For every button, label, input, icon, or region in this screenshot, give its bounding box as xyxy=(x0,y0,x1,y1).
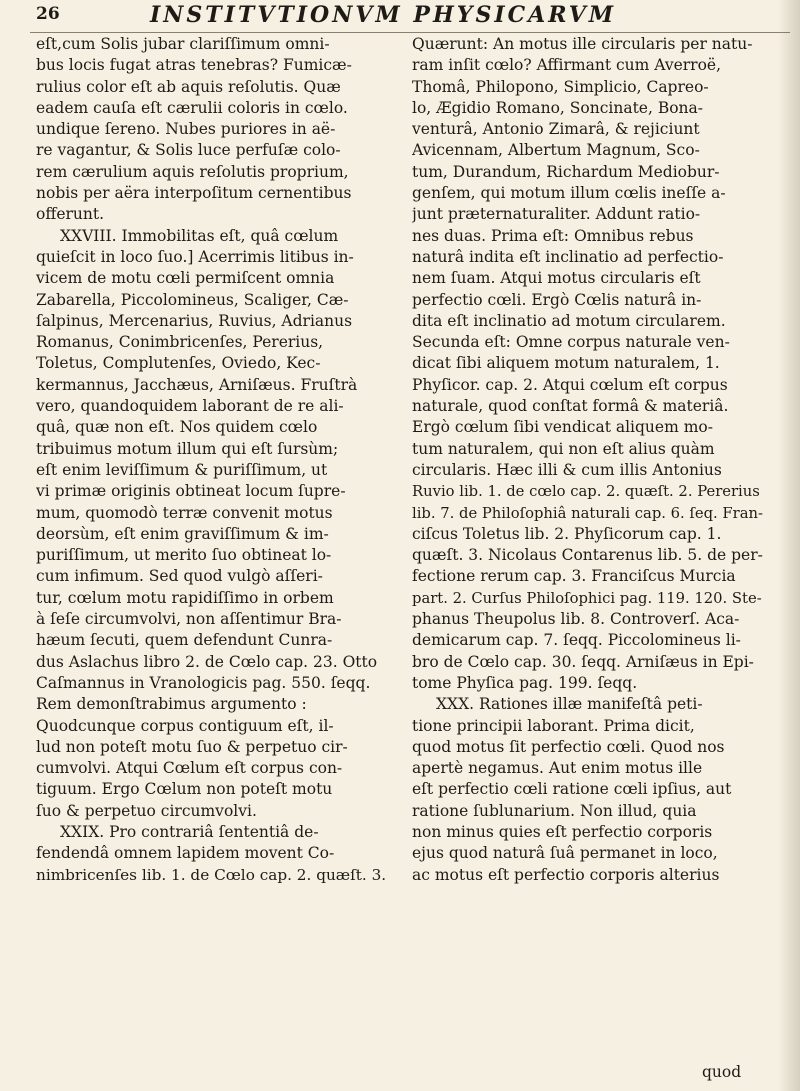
text-line: XXVIII. Immobilitas eſt, quâ cœlum xyxy=(60,226,339,245)
text-line: Ergò cœlum ſibi vendicat aliquem mo- xyxy=(412,418,713,437)
text-line: tum, Durandum, Richardum Mediobur- xyxy=(412,162,720,181)
text-line: phanus Theupolus lib. 8. Controverſ. Aca- xyxy=(412,610,740,629)
text-line: lib. 7. de Philoſophiâ naturali cap. 6. ſeq. Fran- xyxy=(412,504,763,522)
text-line: bro de Cœlo cap. 30. ſeqq. Arniſæus in Epi- xyxy=(412,652,754,671)
text-line: ſalpinus, Mercenarius, Ruvius, Adrianus xyxy=(36,311,353,330)
text-line: Romanus, Conimbricenſes, Pererius, xyxy=(36,333,324,352)
text-line: tur, cœlum motu rapidiſſimo in orbem xyxy=(36,588,334,607)
right-text-column xyxy=(412,34,764,886)
text-line: deorsùm, eſt enim graviſſimum & im- xyxy=(36,524,329,543)
header-rule xyxy=(30,32,790,33)
text-line: ratione ſublunarium. Non illud, quia xyxy=(412,801,697,820)
text-line: vi primæ originis obtineat locum ſupre- xyxy=(36,482,346,501)
text-line: nes duas. Prima eſt: Omnibus rebus xyxy=(412,226,694,245)
text-line: dita eſt inclinatio ad motum circularem. xyxy=(412,311,726,330)
text-line: eſt enim leviſſimum & puriſſimum, ut xyxy=(36,460,328,479)
text-line: circularis. Hæc illi & cum illis Antonius xyxy=(412,460,722,479)
text-line: XXX. Rationes illæ manifeſtâ peti- xyxy=(436,695,703,714)
text-line: naturâ indita eſt inclinatio ad perfectio- xyxy=(412,247,724,266)
text-line: rem cærulium aquis reſolutis proprium, xyxy=(36,162,349,181)
text-line: junt præternaturaliter. Addunt ratio- xyxy=(412,205,701,224)
text-line: puriſſimum, ut merito ſuo obtineat lo- xyxy=(36,546,332,565)
text-line: Quodcunque corpus contiguum eſt, il- xyxy=(36,716,334,735)
text-line: cumvolvi. Atqui Cœlum eſt corpus con- xyxy=(36,759,343,778)
text-line: eadem cauſa eſt cærulii coloris in cœlo. xyxy=(36,98,348,117)
text-line: dicat ſibi aliquem motum naturalem, 1. xyxy=(412,354,720,373)
text-line: demicarum cap. 7. ſeqq. Piccolomineus li- xyxy=(412,631,741,650)
text-line: à ſeſe circumvolvi, non aſſentimur Bra- xyxy=(36,610,342,629)
text-line: rulius color eſt ab aquis reſolutis. Quæ xyxy=(36,77,341,96)
text-line: quâ, quæ non eſt. Nos quidem cœlo xyxy=(36,418,318,437)
text-line: naturale, quod conſtat formâ & materiâ. xyxy=(412,397,729,416)
text-line: Toletus, Complutenſes, Oviedo, Kec- xyxy=(36,354,321,373)
text-line: lud non poteſt motu ſuo & perpetuo cir- xyxy=(36,737,348,756)
text-line: tum naturalem, qui non eſt alius quàm xyxy=(412,439,715,458)
text-line: Quærunt: An motus ille circularis per natu- xyxy=(412,35,753,53)
text-line: tiguum. Ergo Cœlum non poteſt motu xyxy=(36,780,333,799)
text-line: Thomâ, Philopono, Simplicio, Capreo- xyxy=(412,77,709,96)
text-line: Phyſicor. cap. 2. Atqui cœlum eſt corpus xyxy=(412,375,728,394)
running-title: INSTITVTIONVM PHYSICARVM xyxy=(150,2,617,28)
text-line: hæum ſecuti, quem defendunt Cunra- xyxy=(36,631,333,650)
catchword: quod xyxy=(702,1063,742,1081)
text-line: dus Aslachus libro 2. de Cœlo cap. 23. Otto xyxy=(36,652,378,671)
text-line: fectione rerum cap. 3. Franciſcus Murcia xyxy=(412,567,736,586)
text-line: genſem, qui motum illum cœlis ineſſe a- xyxy=(412,184,726,203)
text-line: re vagantur, & Solis luce perfuſæ colo- xyxy=(36,141,341,160)
text-line: bus locis fugat atras tenebras? Fumicæ- xyxy=(36,56,352,75)
text-line: ejus quod naturâ ſuâ permanet in loco, xyxy=(412,844,718,863)
text-line: ram inſit cœlo? Affirmant cum Averroë, xyxy=(412,56,722,75)
text-line: vicem de motu cœli permiſcent omnia xyxy=(36,269,335,288)
text-line: undique ſereno. Nubes puriores in aë- xyxy=(36,120,336,139)
text-line: tribuimus motum illum qui eſt ſursùm; xyxy=(36,439,339,458)
text-line: eſt perfectio cœli ratione cœli ipſius, aut xyxy=(412,780,732,799)
left-text-column xyxy=(36,34,388,886)
page-edge-shadow xyxy=(778,0,800,1091)
text-line: tione principii laborant. Prima dicit, xyxy=(412,716,695,735)
text-line: Caſmannus in Vranologicis pag. 550. ſeqq. xyxy=(36,673,371,692)
text-line: tome Phyſica pag. 199. ſeqq. xyxy=(412,673,638,692)
text-line: Rem demonſtrabimus argumento : xyxy=(36,695,307,714)
text-line: Avicennam, Albertum Magnum, Sco- xyxy=(412,141,700,160)
text-line: ſuo & perpetuo circumvolvi. xyxy=(36,801,257,820)
page-number: 26 xyxy=(36,4,60,24)
text-line: nimbricenſes lib. 1. de Cœlo cap. 2. quæſt. 3. xyxy=(36,865,387,884)
text-line: Ruvio lib. 1. de cœlo cap. 2. quæſt. 2. Pererius xyxy=(412,483,760,501)
text-line: nobis per aëra interpoſitum cernentibus xyxy=(36,184,352,203)
text-line: offerunt. xyxy=(36,205,105,224)
text-line: Secunda eſt: Omne corpus naturale ven- xyxy=(412,333,730,352)
text-line: eſt,cum Solis jubar clariſſimum omni- xyxy=(36,35,330,53)
text-line: quieſcit in loco ſuo.] Acerrimis litibus in- xyxy=(36,247,354,266)
text-line: ciſcus Toletus lib. 2. Phyſicorum cap. 1. xyxy=(412,524,722,543)
text-line: apertè negamus. Aut enim motus ille xyxy=(412,759,703,778)
text-line: venturâ, Antonio Zimarâ, & rejiciunt xyxy=(412,120,700,139)
text-line: vero, quandoquidem laborant de re ali- xyxy=(36,397,344,416)
text-line: quæſt. 3. Nicolaus Contarenus lib. 5. de per- xyxy=(412,546,763,565)
text-line: nem ſuam. Atqui motus circularis eſt xyxy=(412,269,701,288)
text-line: non minus quies eſt perfectio corporis xyxy=(412,822,713,841)
text-line: perfectio cœli. Ergò Cœlis naturâ in- xyxy=(412,290,702,309)
text-line: quod motus ſit perfectio cœli. Quod nos xyxy=(412,737,725,756)
text-line: ac motus eſt perfectio corporis alterius xyxy=(412,865,720,884)
text-line: cum infimum. Sed quod vulgò aſſeri- xyxy=(36,567,323,586)
text-line: Zabarella, Piccolomineus, Scaliger, Cæ- xyxy=(36,290,349,309)
text-line: kermannus, Jacchæus, Arniſæus. Fruſtrà xyxy=(36,375,358,394)
text-line: fendendâ omnem lapidem movent Co- xyxy=(36,844,335,863)
text-line: part. 2. Curſus Philoſophici pag. 119. 120. Ste- xyxy=(412,589,762,607)
text-line: lo, Ægidio Romano, Soncinate, Bona- xyxy=(412,98,704,117)
text-line: XXIX. Pro contrariâ ſententiâ de- xyxy=(60,822,319,841)
text-line: mum, quomodò terræ convenit motus xyxy=(36,503,333,522)
